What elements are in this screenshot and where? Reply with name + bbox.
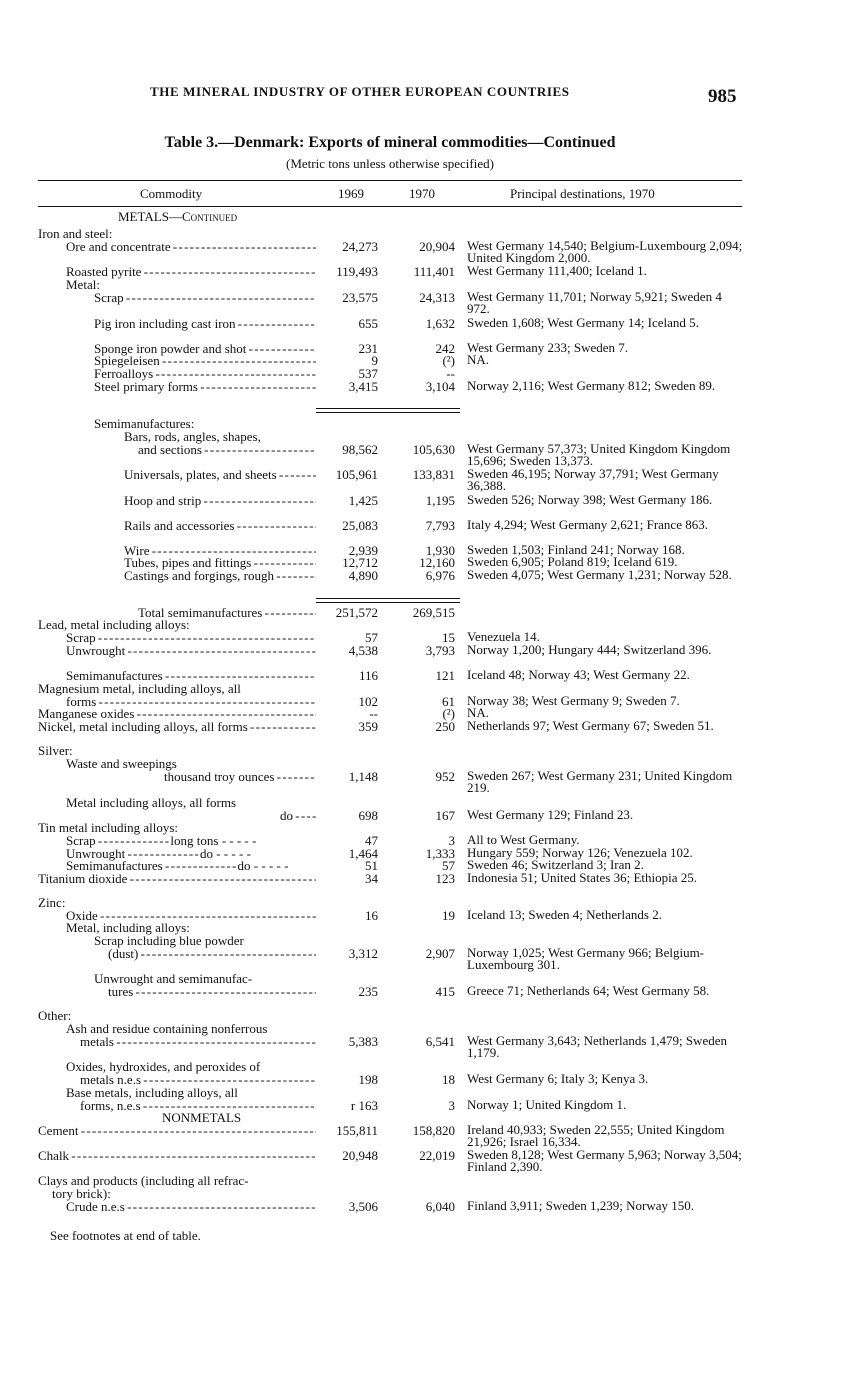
destinations-cell: Greece 71; Netherlands 64; West Germany 58. (467, 983, 710, 998)
commodity-cell: Waste and sweepings (66, 757, 177, 771)
table-subtitle: (Metric tons unless otherwise specified) (286, 156, 494, 171)
total-double-rule (316, 598, 460, 603)
col-header-1969: 1969 (338, 186, 364, 201)
table-row (0, 1147, 864, 1174)
commodity-cell: Ore and concentrate - - - (66, 240, 316, 254)
commodity-cell: Oxide - - - (66, 909, 316, 923)
value-1970: 1,930 (425, 543, 455, 558)
value-1969: 1,425 (348, 493, 378, 508)
value-1969: 16 (365, 908, 378, 923)
value-1969: 1,148 (348, 769, 378, 784)
value-1970: 22,019 (419, 1148, 455, 1163)
commodity-cell: Castings and forgings, rough - - - (124, 569, 316, 583)
value-1970: 111,401 (413, 264, 455, 279)
unit-label: - - - - - - - - - - - - - (162, 859, 238, 873)
destinations-cell: Sweden 6,905; Poland 819; Iceland 619. (467, 554, 678, 569)
commodity-cell: Roasted pyrite - - - (66, 265, 316, 279)
commodity-cell: Universals, plates, and sheets - - - (124, 468, 316, 482)
table-row (0, 972, 864, 986)
value-1969: 57 (365, 630, 378, 645)
commodity-cell: forms - - - (66, 695, 316, 709)
destinations-cell: Finland 3,911; Sweden 1,239; Norway 150. (467, 1198, 694, 1213)
commodity-cell: thousand troy ounces - - - (164, 770, 316, 784)
commodity-cell: tory brick): (52, 1187, 111, 1201)
commodity-cell: and sections - - - (138, 443, 316, 457)
table-row (0, 768, 864, 795)
destinations-cell: Norway 38; West Germany 9; Sweden 7. (467, 693, 680, 708)
value-1970: 1,195 (425, 493, 455, 508)
commodity-cell: Oxides, hydroxides, and peroxides of (66, 1060, 261, 1074)
commodity-cell: Tubes, pipes and fittings - - - (124, 556, 316, 570)
table-row (0, 354, 864, 368)
table-row (0, 821, 864, 835)
table-row (0, 417, 864, 431)
unit-label: - - - - - - - - - - - - - (95, 834, 171, 848)
value-1969: 9 (371, 353, 378, 368)
value-1969: 251,572 (335, 605, 378, 620)
value-1970: 158,820 (412, 1123, 455, 1138)
value-1970: 250 (435, 719, 455, 734)
table-row (0, 380, 864, 394)
table-row (0, 985, 864, 999)
value-1969: 359 (358, 719, 378, 734)
value-1969: 4,538 (348, 643, 378, 658)
commodity-cell: Bars, rods, angles, shapes, (124, 430, 261, 444)
table-row (0, 519, 864, 533)
value-1970: 3 (448, 1098, 455, 1113)
commodity-cell: forms, n.e.s - - - (80, 1099, 316, 1113)
commodity-cell: Metal including alloys, all forms (66, 796, 237, 810)
value-1970: 105,630 (412, 442, 455, 457)
commodity-cell: Unwrought - - - (66, 644, 316, 658)
value-1970: 18 (442, 1072, 455, 1087)
table-row (0, 1200, 864, 1214)
value-1970: (²) (442, 353, 455, 368)
commodity-cell: Semimanufactures - - - - - - - - - - - - - do - - - - - (66, 859, 289, 873)
commodity-cell: Semimanufactures: (94, 417, 195, 431)
col-header-destinations: Principal destinations, 1970 (510, 186, 655, 201)
table-row (0, 1060, 864, 1074)
table-row (0, 757, 864, 771)
destinations-cell: All to West Germany. (467, 832, 580, 847)
commodity-cell: Clays and products (including all refrac- (38, 1174, 249, 1188)
destinations-cell: West Germany 11,701; Norway 5,921; Sweden 4 972. (467, 289, 722, 316)
commodity-cell: Scrap including blue powder (94, 934, 244, 948)
destinations-cell: Sweden 267; West Germany 231; United Kingdom 219. (467, 768, 733, 795)
value-1969: 198 (358, 1072, 378, 1087)
value-1969: 655 (358, 316, 378, 331)
table-row (0, 289, 864, 316)
destinations-cell: Hungary 559; Norway 126; Venezuela 102. (467, 845, 693, 860)
table-row (0, 1073, 864, 1087)
value-1969: r 163 (350, 1098, 378, 1113)
commodity-cell: Chalk - - - (38, 1149, 316, 1163)
value-1970: 2,907 (425, 946, 455, 961)
destinations-cell: West Germany 6; Italy 3; Kenya 3. (467, 1071, 649, 1086)
commodity-cell: (dust) - - - (108, 947, 316, 961)
value-1970: 1,333 (425, 846, 455, 861)
commodity-cell: Base metals, including alloys, all (66, 1086, 238, 1100)
commodity-cell: Titanium dioxide - - - (38, 872, 316, 886)
commodity-cell: Ferroalloys - - - (94, 367, 316, 381)
value-1969: 98,562 (342, 442, 378, 457)
value-1970: 7,793 (425, 518, 455, 533)
table-row (0, 441, 864, 468)
table-row (0, 238, 864, 265)
destinations-cell: Sweden 46; Switzerland 3; Iran 2. (467, 857, 644, 872)
destinations-cell: NA. (467, 352, 490, 367)
value-1970: 3,793 (425, 643, 455, 658)
value-1970: -- (446, 366, 455, 381)
table-row (0, 872, 864, 886)
commodity-cell: Unwrought - - - - - - - - - - - - - do - - - - - (66, 847, 251, 861)
table-row (0, 945, 864, 972)
unit-text: do (237, 859, 251, 873)
value-1969: 235 (358, 984, 378, 999)
value-1969: 5,383 (348, 1034, 378, 1049)
destinations-cell: Netherlands 97; West Germany 67; Sweden 51. (467, 718, 714, 733)
commodity-text: Semimanufactures (66, 859, 163, 873)
value-1969: 3,506 (348, 1199, 378, 1214)
commodity-cell: Metal: (66, 278, 100, 292)
destinations-cell: NA. (467, 705, 490, 720)
table-row (0, 707, 864, 721)
destinations-cell: Sweden 46,195; Norway 37,791; West Germany 36,388. (467, 466, 719, 493)
table-row (0, 682, 864, 696)
commodity-cell: do - - - (280, 809, 316, 823)
value-1970: 61 (442, 694, 455, 709)
value-1969: 116 (358, 668, 378, 683)
commodity-cell: Ash and residue containing nonferrous (66, 1022, 268, 1036)
unit-text: do (200, 847, 213, 861)
table-title (0, 134, 780, 152)
value-1970: 15 (442, 630, 455, 645)
destinations-cell: West Germany 14,540; Belgium-Luxembourg 2,094; United Kingdom 2,000. (467, 238, 743, 265)
table-row (0, 494, 864, 508)
value-1969: 47 (365, 833, 378, 848)
commodity-cell: Nickel, metal including alloys, all forms - - - (38, 720, 316, 734)
table-row (0, 1086, 864, 1100)
value-1969: 34 (365, 871, 378, 886)
table-row (0, 644, 864, 658)
destinations-cell: West Germany 233; Sweden 7. (467, 340, 629, 355)
commodity-cell: Scrap - - - (66, 631, 316, 645)
commodity-cell: Hoop and strip - - - (124, 494, 316, 508)
commodity-cell: Scrap - - - (94, 291, 316, 305)
table-row (0, 1122, 864, 1149)
table-row (0, 569, 864, 583)
table-row (0, 921, 864, 935)
commodity-cell: Wire - - - (124, 544, 316, 558)
destinations-cell: Sweden 4,075; West Germany 1,231; Norway 528. (467, 567, 732, 582)
value-1970: 6,040 (425, 1199, 455, 1214)
table-row (0, 744, 864, 758)
destinations-cell: Ireland 40,933; Sweden 22,555; United Kingdom 21,926; Israel 16,334. (467, 1122, 725, 1149)
value-1969: 3,415 (348, 379, 378, 394)
commodity-cell: metals n.e.s - - - (80, 1073, 316, 1087)
commodity-cell: Total semimanufactures - - - (138, 606, 316, 620)
value-1969: 24,273 (342, 239, 378, 254)
col-header-commodity: Commodity (140, 186, 203, 201)
value-1969: 155,811 (336, 1123, 378, 1138)
value-1970: 3,104 (425, 379, 455, 394)
commodity-cell: Magnesium metal, including alloys, all (38, 682, 241, 696)
value-1970: 19 (442, 908, 455, 923)
commodity-cell: Zinc: (38, 896, 66, 910)
value-1970: 133,831 (412, 467, 455, 482)
destinations-cell: Sweden 526; Norway 398; West Germany 186. (467, 492, 713, 507)
subtotal-double-rule (316, 408, 460, 413)
value-1970: 24,313 (419, 290, 455, 305)
destinations-cell: Norway 1,200; Hungary 444; Switzerland 396. (467, 642, 712, 657)
value-1969: 12,712 (342, 555, 378, 570)
commodity-cell: Rails and accessories - - - (124, 519, 316, 533)
commodity-cell: METALS—Continued (118, 210, 238, 224)
value-1970: 57 (442, 858, 455, 873)
commodity-cell: metals - - - (80, 1035, 316, 1049)
commodity-cell: Spiegeleisen - - - (94, 354, 316, 368)
commodity-cell: Manganese oxides - - - (38, 707, 316, 721)
value-1970: (²) (442, 706, 455, 721)
table-row (0, 859, 864, 873)
destinations-cell: Sweden 8,128; West Germany 5,963; Norway 3,504; Finland 2,390. (467, 1147, 742, 1174)
commodity-cell: Cement - - - (38, 1124, 316, 1138)
value-1969: 25,083 (342, 518, 378, 533)
table-row (0, 796, 864, 810)
value-1970: 952 (435, 769, 455, 784)
value-1970: 6,976 (425, 568, 455, 583)
destinations-cell: Iceland 48; Norway 43; West Germany 22. (467, 667, 690, 682)
value-1969: 51 (365, 858, 378, 873)
table-row (0, 1033, 864, 1060)
commodity-cell: Steel primary forms - - - (94, 380, 316, 394)
table-row (0, 896, 864, 910)
commodity-text: Scrap (66, 834, 96, 848)
value-1970: 167 (435, 808, 455, 823)
value-1969: -- (369, 706, 378, 721)
value-1969: 102 (358, 694, 378, 709)
destinations-cell: Italy 4,294; West Germany 2,621; France 863. (467, 517, 708, 532)
value-1970: 121 (435, 668, 455, 683)
destinations-cell: Norway 2,116; West Germany 812; Sweden 89. (467, 378, 716, 393)
destinations-cell: West Germany 3,643; Netherlands 1,479; Sweden 1,179. (467, 1033, 727, 1060)
destinations-cell: Venezuela 14. (467, 629, 540, 644)
destinations-cell: West Germany 57,373; United Kingdom Kingdom 15,696; Sweden 13,373. (467, 441, 731, 468)
value-1969: 119,493 (336, 264, 378, 279)
value-1970: 269,515 (412, 605, 455, 620)
value-1969: 23,575 (342, 290, 378, 305)
destinations-cell: Iceland 13; Sweden 4; Netherlands 2. (467, 907, 662, 922)
value-1970: 6,541 (425, 1034, 455, 1049)
destinations-cell: Indonesia 51; United States 36; Ethiopia 25. (467, 870, 697, 885)
commodity-text: Unwrought (66, 847, 126, 861)
table-row (0, 466, 864, 493)
table-row (0, 1174, 864, 1188)
value-1969: 105,961 (335, 467, 378, 482)
value-1970: 20,904 (419, 239, 455, 254)
table-row (0, 1009, 864, 1023)
destinations-cell: West Germany 129; Finland 23. (467, 807, 634, 822)
destinations-cell: Sweden 1,503; Finland 241; Norway 168. (467, 542, 685, 557)
value-1969: 3,312 (348, 946, 378, 961)
commodity-cell: Other: (38, 1009, 72, 1023)
destinations-cell: Norway 1; United Kingdom 1. (467, 1097, 627, 1112)
commodity-cell: tures - - - (108, 985, 316, 999)
commodity-cell: NONMETALS (162, 1111, 242, 1125)
value-1970: 3 (448, 833, 455, 848)
value-1969: 4,890 (348, 568, 378, 583)
commodity-cell: Iron and steel: (38, 227, 113, 241)
section-heading (0, 210, 864, 224)
table-row (0, 669, 864, 683)
unit-label: - - - - - - - - - - - - - (125, 847, 200, 861)
commodity-cell: Sponge iron powder and shot - - - (94, 342, 316, 356)
value-1969: 698 (358, 808, 378, 823)
destinations-cell: Sweden 1,608; West Germany 14; Iceland 5. (467, 315, 699, 330)
commodity-cell: Metal, including alloys: (66, 921, 190, 935)
value-1970: 123 (435, 871, 455, 886)
value-1970: 12,160 (419, 555, 455, 570)
value-1970: 1,632 (425, 316, 455, 331)
table-row (0, 720, 864, 734)
commodity-cell: Lead, metal including alloys: (38, 618, 190, 632)
commodity-cell: Silver: (38, 744, 73, 758)
table-row (0, 618, 864, 632)
destinations-cell: West Germany 111,400; Iceland 1. (467, 263, 647, 278)
commodity-cell: Scrap - - - - - - - - - - - - - long tons - - - - - (66, 834, 257, 848)
page-number: 985 (708, 86, 737, 107)
value-1969: 2,939 (348, 543, 378, 558)
value-1969: 20,948 (342, 1148, 378, 1163)
table-row (0, 265, 864, 279)
table-row (0, 317, 864, 331)
value-1969: 231 (358, 341, 378, 356)
table-title-text: Table 3.—Denmark: Exports of mineral commodities—Continued (164, 134, 616, 151)
col-header-1970: 1970 (409, 186, 435, 201)
commodity-cell: Unwrought and semimanufac- (94, 972, 253, 986)
commodity-cell: Crude n.e.s - - - (66, 1200, 316, 1214)
value-1969: 1,464 (348, 846, 378, 861)
value-1970: 242 (435, 341, 455, 356)
footnote: See footnotes at end of table. (50, 1228, 201, 1243)
table-header-rule (38, 206, 742, 207)
destinations-cell: Norway 1,025; West Germany 966; Belgium-Luxembourg 301. (467, 945, 705, 972)
running-title: THE MINERAL INDUSTRY OF OTHER EUROPEAN COUNTRIES (150, 84, 570, 99)
value-1969: 537 (358, 366, 378, 381)
commodity-cell: Tin metal including alloys: (38, 821, 178, 835)
commodity-cell: Semimanufactures - - - (66, 669, 316, 683)
table-top-rule (38, 180, 742, 181)
commodity-cell: Pig iron including cast iron - - - (94, 317, 316, 331)
value-1970: 415 (435, 984, 455, 999)
unit-text: long tons (170, 834, 219, 848)
